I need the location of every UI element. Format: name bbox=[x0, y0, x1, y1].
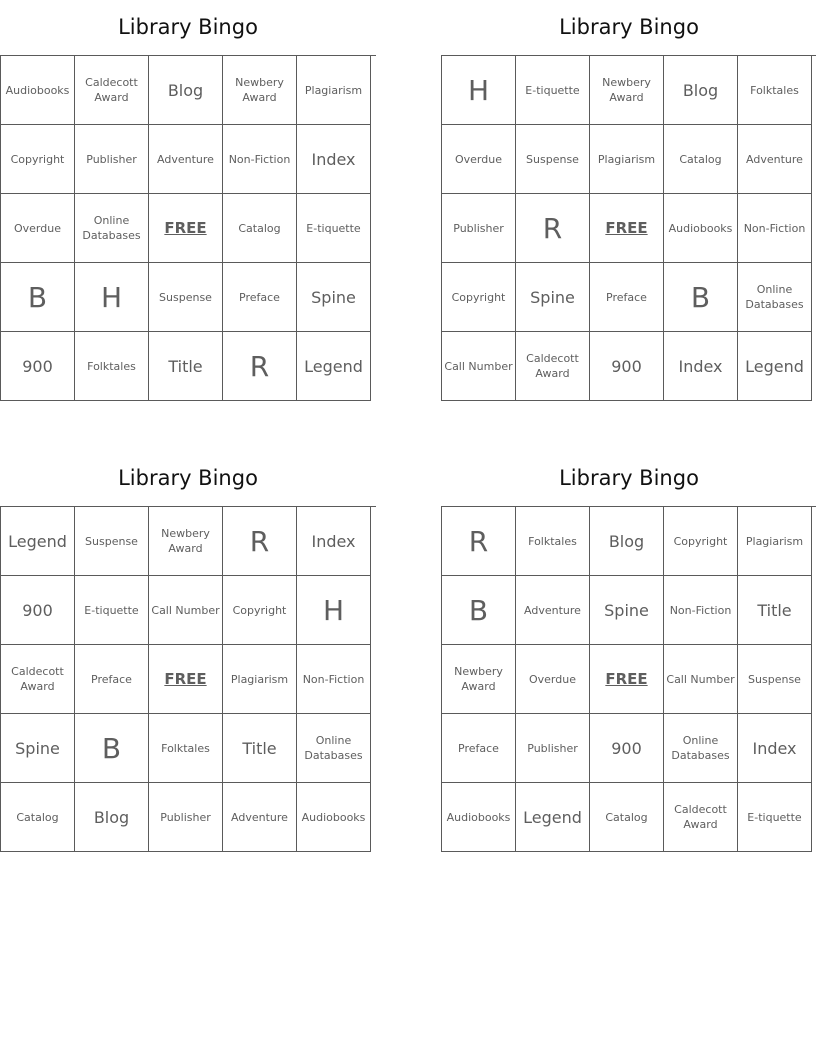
bingo-cell: Blog bbox=[664, 56, 738, 125]
bingo-cell: Caldecott Award bbox=[75, 56, 149, 125]
bingo-card-1 bbox=[0, 0, 376, 401]
bingo-cell: Suspense bbox=[75, 507, 149, 576]
bingo-cell: Audiobooks bbox=[297, 783, 371, 852]
bingo-cell: Legend bbox=[1, 507, 75, 576]
bingo-cell: R bbox=[442, 507, 516, 576]
bingo-cell: B bbox=[664, 263, 738, 332]
bingo-grid bbox=[0, 506, 376, 852]
bingo-cell: Legend bbox=[738, 332, 812, 401]
bingo-cell: E-tiquette bbox=[75, 576, 149, 645]
card-title: Library Bingo bbox=[559, 466, 699, 490]
bingo-cell: Online Databases bbox=[664, 714, 738, 783]
bingo-cell: H bbox=[297, 576, 371, 645]
bingo-cell: Folktales bbox=[149, 714, 223, 783]
bingo-cell: Online Databases bbox=[75, 194, 149, 263]
bingo-cell: Non-Fiction bbox=[738, 194, 812, 263]
card-title: Library Bingo bbox=[559, 15, 699, 39]
bingo-cell: Call Number bbox=[149, 576, 223, 645]
bingo-cell: E-tiquette bbox=[297, 194, 371, 263]
bingo-cell: R bbox=[223, 332, 297, 401]
bingo-cell: Adventure bbox=[223, 783, 297, 852]
bingo-cell: Copyright bbox=[442, 263, 516, 332]
bingo-cell: Title bbox=[149, 332, 223, 401]
bingo-cell: Plagiarism bbox=[223, 645, 297, 714]
bingo-cell: Catalog bbox=[590, 783, 664, 852]
bingo-cell: Copyright bbox=[1, 125, 75, 194]
bingo-cell: Title bbox=[223, 714, 297, 783]
bingo-cell: Preface bbox=[223, 263, 297, 332]
bingo-cell: Suspense bbox=[738, 645, 812, 714]
bingo-cell: Folktales bbox=[516, 507, 590, 576]
bingo-cell: H bbox=[442, 56, 516, 125]
bingo-grid bbox=[441, 506, 816, 852]
bingo-cell: B bbox=[75, 714, 149, 783]
bingo-cell: Catalog bbox=[223, 194, 297, 263]
bingo-cell: H bbox=[75, 263, 149, 332]
free-space-cell: FREE bbox=[590, 645, 664, 714]
bingo-cell: Call Number bbox=[664, 645, 738, 714]
bingo-cell: Spine bbox=[590, 576, 664, 645]
bingo-cell: E-tiquette bbox=[738, 783, 812, 852]
bingo-cell: Plagiarism bbox=[738, 507, 812, 576]
bingo-card-2 bbox=[441, 0, 816, 401]
bingo-cell: Non-Fiction bbox=[664, 576, 738, 645]
bingo-cell: Spine bbox=[516, 263, 590, 332]
bingo-cell: Newbery Award bbox=[590, 56, 664, 125]
bingo-grid bbox=[0, 55, 376, 401]
bingo-cell: Spine bbox=[297, 263, 371, 332]
bingo-cell: B bbox=[1, 263, 75, 332]
bingo-cell: Legend bbox=[297, 332, 371, 401]
card-title: Library Bingo bbox=[118, 466, 258, 490]
bingo-cell: Overdue bbox=[516, 645, 590, 714]
bingo-cell: Publisher bbox=[149, 783, 223, 852]
bingo-cell: Overdue bbox=[1, 194, 75, 263]
bingo-cell: 900 bbox=[590, 332, 664, 401]
bingo-cell: B bbox=[442, 576, 516, 645]
bingo-cell: Copyright bbox=[664, 507, 738, 576]
bingo-cell: Index bbox=[297, 507, 371, 576]
bingo-cell: Publisher bbox=[516, 714, 590, 783]
bingo-cell: Publisher bbox=[442, 194, 516, 263]
bingo-cell: Publisher bbox=[75, 125, 149, 194]
bingo-cell: 900 bbox=[1, 576, 75, 645]
bingo-cell: Newbery Award bbox=[223, 56, 297, 125]
bingo-cell: Title bbox=[738, 576, 812, 645]
free-space-cell: FREE bbox=[590, 194, 664, 263]
bingo-cell: Online Databases bbox=[738, 263, 812, 332]
bingo-cell: Overdue bbox=[442, 125, 516, 194]
bingo-cell: Index bbox=[297, 125, 371, 194]
bingo-cell: Audiobooks bbox=[442, 783, 516, 852]
free-space-cell: FREE bbox=[149, 194, 223, 263]
bingo-cell: Folktales bbox=[75, 332, 149, 401]
bingo-cell: Catalog bbox=[1, 783, 75, 852]
bingo-cell: Adventure bbox=[738, 125, 812, 194]
bingo-cell: Audiobooks bbox=[1, 56, 75, 125]
bingo-cell: Online Databases bbox=[297, 714, 371, 783]
bingo-cell: Catalog bbox=[664, 125, 738, 194]
bingo-grid bbox=[441, 55, 816, 401]
bingo-cell: Blog bbox=[590, 507, 664, 576]
bingo-cell: Folktales bbox=[738, 56, 812, 125]
bingo-cell: R bbox=[223, 507, 297, 576]
bingo-cell: Blog bbox=[75, 783, 149, 852]
bingo-cell: Blog bbox=[149, 56, 223, 125]
bingo-cell: Adventure bbox=[516, 576, 590, 645]
bingo-card-4 bbox=[441, 451, 816, 852]
bingo-cell: Index bbox=[664, 332, 738, 401]
card-title: Library Bingo bbox=[118, 15, 258, 39]
bingo-cell: Audiobooks bbox=[664, 194, 738, 263]
bingo-cell: 900 bbox=[590, 714, 664, 783]
bingo-cell: Caldecott Award bbox=[516, 332, 590, 401]
bingo-cell: Caldecott Award bbox=[1, 645, 75, 714]
bingo-cell: Preface bbox=[442, 714, 516, 783]
bingo-cell: Preface bbox=[75, 645, 149, 714]
bingo-cell: Call Number bbox=[442, 332, 516, 401]
bingo-cell: E-tiquette bbox=[516, 56, 590, 125]
bingo-card-3 bbox=[0, 451, 376, 852]
bingo-cell: Legend bbox=[516, 783, 590, 852]
bingo-cell: Non-Fiction bbox=[297, 645, 371, 714]
free-space-cell: FREE bbox=[149, 645, 223, 714]
bingo-cell: R bbox=[516, 194, 590, 263]
bingo-cell: Suspense bbox=[149, 263, 223, 332]
bingo-cell: Index bbox=[738, 714, 812, 783]
bingo-cell: Caldecott Award bbox=[664, 783, 738, 852]
bingo-cell: Newbery Award bbox=[149, 507, 223, 576]
bingo-cell: 900 bbox=[1, 332, 75, 401]
bingo-cell: Suspense bbox=[516, 125, 590, 194]
bingo-cell: Newbery Award bbox=[442, 645, 516, 714]
bingo-cell: Spine bbox=[1, 714, 75, 783]
bingo-cell: Plagiarism bbox=[297, 56, 371, 125]
bingo-cell: Non-Fiction bbox=[223, 125, 297, 194]
bingo-cell: Copyright bbox=[223, 576, 297, 645]
bingo-cell: Plagiarism bbox=[590, 125, 664, 194]
bingo-cell: Adventure bbox=[149, 125, 223, 194]
bingo-cell: Preface bbox=[590, 263, 664, 332]
